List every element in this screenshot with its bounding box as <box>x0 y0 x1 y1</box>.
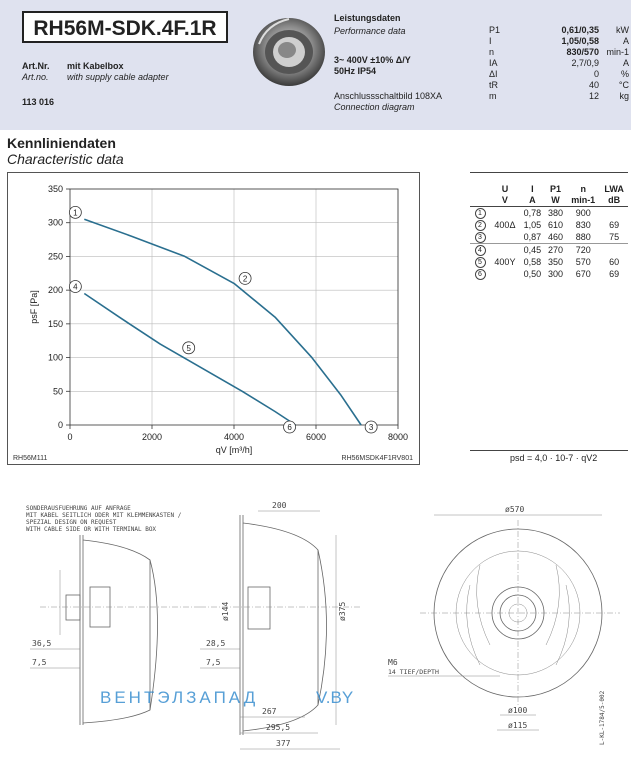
section-title-en: Characteristic data <box>7 151 124 167</box>
op-point-marker: 5 <box>475 257 486 268</box>
point-label: 3 <box>368 423 374 432</box>
dim-295-5: 295,5 <box>266 723 291 732</box>
y-axis-label: psF [Pa] <box>29 290 39 324</box>
voltage: 3~ 400V ±10% Δ/Y <box>334 55 411 65</box>
perf-value: 40 <box>588 80 599 90</box>
y-tick-label: 250 <box>47 251 63 262</box>
y-tick-label: 350 <box>47 184 63 194</box>
perf-title-en: Performance data <box>334 26 406 36</box>
op-cell-l <box>600 207 628 220</box>
model-title: RH56M-SDK.4F.1R <box>22 11 228 43</box>
op-unit: dB <box>608 195 621 205</box>
op-unit: V <box>501 195 508 205</box>
op-point-marker: 4 <box>475 245 486 256</box>
op-row <box>470 268 628 280</box>
op-point-marker: 3 <box>475 232 486 243</box>
point-label: 5 <box>186 343 191 353</box>
perf-value: 1,05/0,58 <box>561 36 599 46</box>
op-cell-n: 570 <box>575 256 591 267</box>
op-head: n <box>580 184 586 194</box>
formula-rule <box>470 450 628 451</box>
op-cell-l <box>600 244 628 257</box>
op-cell-i: 0,58 <box>523 256 542 267</box>
point-label: 1 <box>73 208 78 218</box>
perf-unit: A <box>622 36 629 46</box>
x-tick-label: 2000 <box>141 432 163 442</box>
op-cell-n: 670 <box>575 268 591 279</box>
dim-m6: M6 <box>388 658 398 667</box>
op-cell-i: 1,05 <box>523 219 542 230</box>
op-cell-p: 380 <box>547 207 563 218</box>
drawing-code: L-KL-1784/5-002 <box>599 690 606 745</box>
y-tick-label: 50 <box>52 386 63 397</box>
op-unit: min-1 <box>571 195 596 205</box>
perf-value: 0 <box>593 69 599 79</box>
y-tick-label: 300 <box>47 217 63 228</box>
point-label: 2 <box>242 274 248 284</box>
op-cell-p: 610 <box>547 219 563 230</box>
perf-row <box>489 91 629 102</box>
artnr-label-en: Art.no. <box>22 72 49 82</box>
op-row <box>470 207 628 220</box>
op-cell-p: 350 <box>547 256 563 267</box>
perf-value: 2,7/0,9 <box>571 58 599 68</box>
op-head: P1 <box>549 184 561 194</box>
op-row <box>470 244 628 257</box>
op-point-marker: 2 <box>475 220 486 231</box>
op-point-marker: 6 <box>475 269 486 280</box>
op-cell-i: 0,50 <box>523 268 542 279</box>
perf-symbol: n <box>489 47 495 57</box>
y-tick-label: 100 <box>47 352 63 363</box>
op-point-marker: 1 <box>475 208 486 219</box>
x-tick-label: 4000 <box>223 432 245 442</box>
perf-symbol: tR <box>489 80 498 90</box>
dim-28-5: 28,5 <box>206 639 226 648</box>
series-line <box>84 294 295 426</box>
dim-7-5-b: 7,5 <box>206 658 221 667</box>
formula: psd = 4,0 · 10-7 · qV2 <box>510 453 598 463</box>
op-cell-n: 720 <box>575 244 591 255</box>
op-cell-u <box>490 207 520 220</box>
perf-value: 830/570 <box>566 47 599 57</box>
op-cell-u <box>490 268 520 280</box>
fan-image <box>247 14 327 90</box>
dimension-drawing <box>0 495 631 768</box>
perf-unit: °C <box>618 80 629 90</box>
perf-symbol: IA <box>489 58 498 68</box>
x-tick-label: 8000 <box>387 432 409 442</box>
dim-depth: 14 TIEF/DEPTH <box>388 668 439 676</box>
op-head: I <box>531 184 534 194</box>
op-cell-n: 880 <box>575 231 591 242</box>
section-title-de: Kennliniendaten <box>7 135 116 151</box>
x-tick-label: 6000 <box>305 432 327 442</box>
freq-ip: 50Hz IP54 <box>334 66 377 76</box>
op-cell-u: 400Δ <box>494 219 516 230</box>
op-cell-p: 460 <box>547 231 563 242</box>
op-cell-l: 69 <box>609 219 620 230</box>
chart-footer-left: RH56M111 <box>13 455 48 462</box>
op-cell-p: 300 <box>547 268 563 279</box>
op-row <box>470 256 628 268</box>
y-tick-label: 200 <box>47 285 63 296</box>
op-cell-i: 0,87 <box>523 231 542 242</box>
chart-footer-right: RH56MSDK4F1RV801 <box>341 455 413 462</box>
perf-unit: % <box>620 69 629 79</box>
op-cell-l: 60 <box>609 256 620 267</box>
x-axis-label: qV [m³/h] <box>215 445 253 455</box>
perf-value: 12 <box>588 91 599 101</box>
perf-title-de: Leistungsdaten <box>334 13 401 23</box>
drawing-note-3: SPEZIAL DESIGN ON REQUEST <box>26 519 117 526</box>
perf-value: 0,61/0,35 <box>561 25 599 35</box>
dim-d144: ø144 <box>221 601 230 621</box>
dim-d570: ø570 <box>505 505 525 514</box>
perf-symbol: m <box>489 91 497 101</box>
op-head: U <box>501 184 509 194</box>
perf-unit: A <box>622 58 629 68</box>
perf-row <box>489 47 629 58</box>
dim-267: 267 <box>262 707 277 716</box>
dim-7-5-a: 7,5 <box>32 658 47 667</box>
op-cell-i: 0,78 <box>523 207 542 218</box>
connection-diagram-de: Anschlussschaltbild 108XA <box>334 91 443 101</box>
y-tick-label: 150 <box>47 318 63 329</box>
perf-unit: min-1 <box>606 47 629 57</box>
op-cell-i: 0,45 <box>523 244 542 255</box>
artnr-value-de: mit Kabelbox <box>67 61 124 71</box>
perf-unit: kg <box>619 91 629 101</box>
dim-d115: ø115 <box>508 721 528 730</box>
perf-row <box>489 80 629 91</box>
op-cell-n: 900 <box>575 207 591 218</box>
artnr-number: 113 016 <box>22 97 55 107</box>
front-view <box>388 505 620 745</box>
op-cell-p: 270 <box>547 244 563 255</box>
perf-unit: kW <box>616 25 629 35</box>
op-unit: A <box>529 195 536 205</box>
perf-symbol: ΔI <box>489 69 498 79</box>
artnr-label-de: Art.Nr. <box>22 61 50 71</box>
side-view-main <box>200 501 360 749</box>
op-cell-n: 830 <box>575 219 591 230</box>
perf-row <box>489 25 629 36</box>
op-cell-l: 69 <box>609 268 620 279</box>
dim-377: 377 <box>276 739 291 748</box>
drawing-note-4: WITH CABLE SIDE OR WITH TERMINAL BOX <box>26 526 157 533</box>
op-cell-u: 400Y <box>494 256 516 267</box>
op-cell-u <box>490 244 520 257</box>
y-tick-label: 0 <box>57 420 63 430</box>
op-row <box>470 231 628 244</box>
x-tick-label: 0 <box>67 432 73 442</box>
watermark-suffix: V.BY <box>316 688 354 707</box>
op-row <box>470 219 628 231</box>
dim-200: 200 <box>272 501 287 510</box>
op-cell-u <box>490 231 520 244</box>
perf-row <box>489 36 629 47</box>
watermark: ВЕНТЭЛЗАПАД <box>100 688 259 707</box>
point-label: 4 <box>73 282 78 292</box>
perf-symbol: P1 <box>489 25 501 35</box>
dim-d375: ø375 <box>338 601 347 621</box>
dim-d100: ø100 <box>508 706 528 715</box>
connection-diagram-en: Connection diagram <box>334 102 415 112</box>
dim-36-5: 36,5 <box>32 639 52 648</box>
characteristic-chart <box>7 172 420 465</box>
drawing-note-2: MIT KABEL SEITLICH ODER MIT KLEMMENKASTEN / <box>26 512 182 519</box>
op-unit: W <box>551 195 560 205</box>
perf-symbol: I <box>489 36 492 46</box>
op-head: LWA <box>604 184 624 194</box>
point-label: 6 <box>287 423 292 432</box>
perf-row <box>489 58 629 69</box>
operating-points-table <box>470 172 628 280</box>
performance-table <box>489 25 629 102</box>
drawing-note-1: SONDERAUSFUEHRUNG AUF ANFRAGE <box>26 505 131 512</box>
artnr-value-en: with supply cable adapter <box>67 72 169 82</box>
op-cell-l: 75 <box>609 231 620 242</box>
perf-row <box>489 69 629 80</box>
